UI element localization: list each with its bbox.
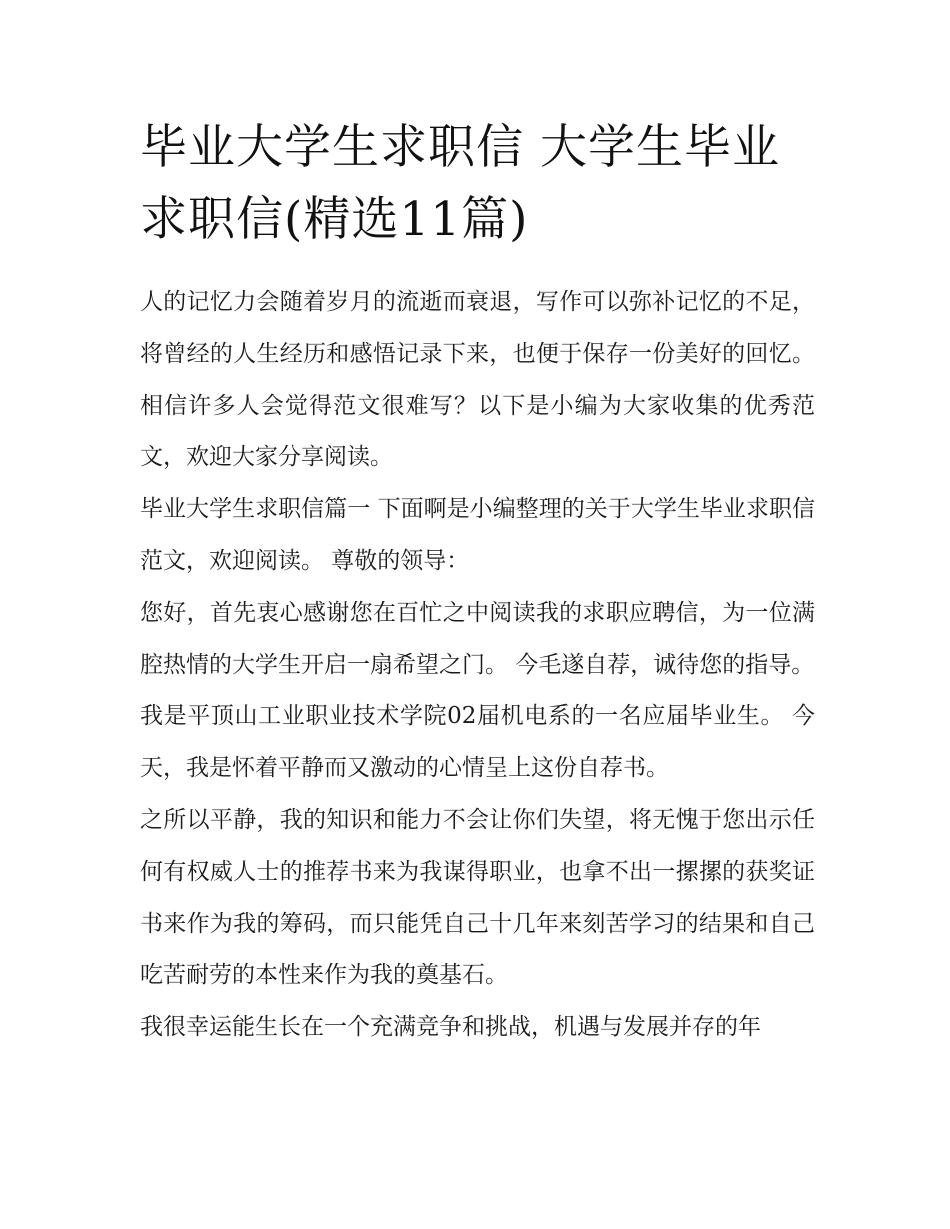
document-title: 毕业大学生求职信 大学生毕业求职信(精选11篇): [140, 120, 780, 247]
paragraph-self-introduction: 我是平顶山工业职业技术学院02届机电系的一名应届毕业生。 今天，我是怀着平静而又激动的心情呈上这份自荐书。: [140, 703, 815, 782]
paragraph-intro: 人的记忆力会随着岁月的流逝而衰退，写作可以弥补记忆的不足，将曾经的人生经历和感悟记录下来，也便于保存一份美好的回忆。相信许多人会觉得范文很难写？以下是小编为大家收集的优秀范文，欢迎大家分享阅读。: [140, 289, 815, 471]
document-body: [140, 277, 815, 1054]
paragraph-greeting: 您好，首先衷心感谢您在百忙之中阅读我的求职应聘信，为一位满腔热情的大学生开启一扇希望之门。 今毛遂自荐，诚待您的指导。: [140, 599, 815, 678]
paragraph-era: 我很幸运能生长在一个充满竞争和挑战，机遇与发展并存的年: [140, 1014, 761, 1041]
paragraph-calm-reason: 之所以平静，我的知识和能力不会让你们失望，将无愧于您出示任何有权威人士的推荐书来为我谋得职业，也拿不出一摞摞的获奖证书来作为我的筹码，而只能凭自己十几年来刻苦学习的结果和自己吃苦耐劳的本性来作为我的奠基石。: [140, 806, 815, 989]
paragraph-letter-heading: 毕业大学生求职信篇一 下面啊是小编整理的关于大学生毕业求职信范文，欢迎阅读。 尊敬的领导：: [140, 496, 815, 574]
